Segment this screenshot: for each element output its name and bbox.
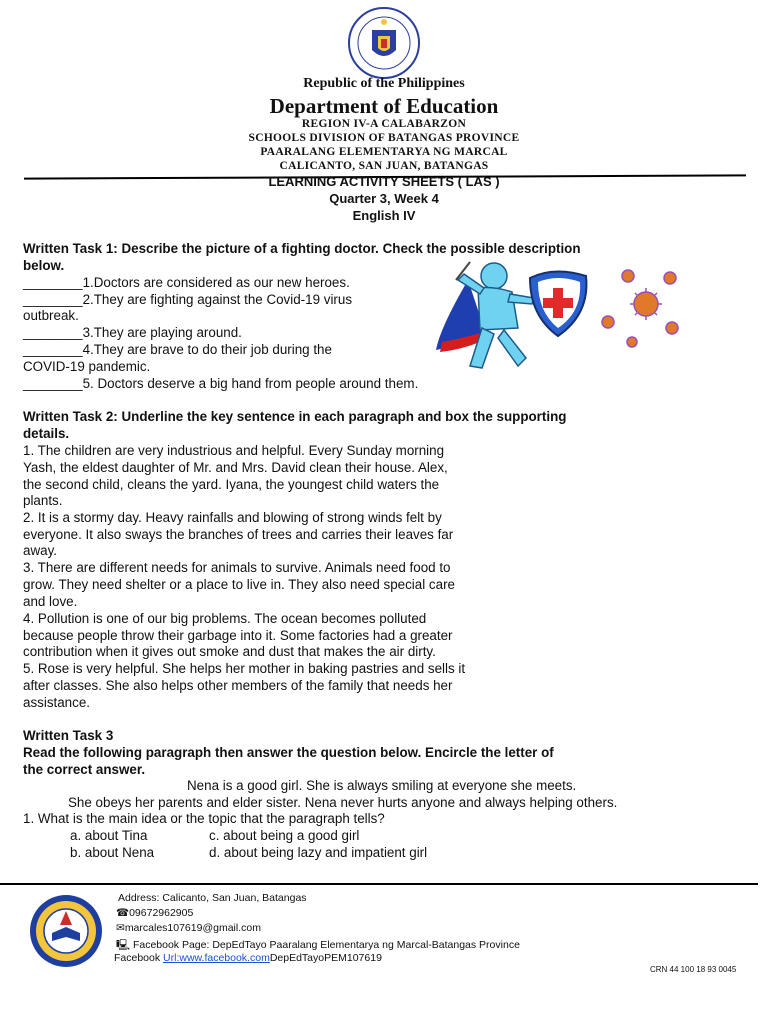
task1-item: ________2.They are fighting against the Covid-19 virus xyxy=(23,292,353,307)
phone-icon: ☎ xyxy=(116,907,130,919)
task1-heading-line2: below. xyxy=(23,258,65,273)
location-line: CALICANTO, SAN JUAN, BATANGAS xyxy=(279,160,489,172)
task2-line: 5. Rose is very helpful. She helps her mother in baking pastries and sells it xyxy=(23,661,466,676)
task2-heading-line1: Written Task 2: Underline the key sentence in each paragraph and box the supporting xyxy=(23,409,567,424)
deped-seal xyxy=(338,6,430,80)
task2-line: 1. The children are very industrious and helpful. Every Sunday morning xyxy=(23,443,445,458)
task1-item: outbreak. xyxy=(23,308,79,323)
choice-a: a. about Tina xyxy=(70,828,148,843)
task3-instruction-line2: the correct answer. xyxy=(23,762,146,777)
las-title: LEARNING ACTIVITY SHEETS ( LAS ) xyxy=(268,174,500,189)
fighting-doctor-illustration xyxy=(434,258,596,374)
task1-item: ________5. Doctors deserve a big hand from people around them. xyxy=(23,376,419,391)
republic-line: Republic of the Philippines xyxy=(303,76,465,91)
task2-line: and love. xyxy=(23,594,78,609)
facebook-label: Facebook xyxy=(114,952,164,964)
task2-line: plants. xyxy=(23,493,63,508)
region-line: REGION IV-A CALABARZON xyxy=(301,118,467,130)
task1-heading-line1: Written Task 1: Describe the picture of a fighting doctor. Check the possible description xyxy=(23,241,581,256)
choice-b: b. about Nena xyxy=(70,845,155,860)
task2-line: contribution when it gives out smoke and dust that makes the air dirty. xyxy=(23,644,436,659)
crn-number: CRN 44 100 18 93 0045 xyxy=(650,965,737,974)
footer-divider xyxy=(0,883,758,885)
facebook-handle: DepEdTayoPEM107619 xyxy=(269,952,382,964)
task2-line: Yash, the eldest daughter of Mr. and Mrs. David clean their house. Alex, xyxy=(23,460,448,475)
choice-d: d. about being lazy and impatient girl xyxy=(209,845,428,860)
task2-line: after classes. She also helps other members of the family that needs her xyxy=(23,678,453,693)
footer-phone-number: 09672962905 xyxy=(129,907,194,919)
task2-line: 2. It is a stormy day. Heavy rainfalls and blowing of strong winds felt by xyxy=(23,510,442,525)
footer-facebook-url-line xyxy=(114,952,382,964)
task1-item: ________1.Doctors are considered as our new heroes. xyxy=(23,275,350,290)
task2-line: assistance. xyxy=(23,695,90,710)
school-line: PAARALANG ELEMENTARYA NG MARCAL xyxy=(260,146,508,158)
task2-line: 3. There are different needs for animals to survive. Animals need food to xyxy=(23,560,451,575)
facebook-url-link[interactable]: Url:www.facebook.com xyxy=(163,952,270,964)
division-line: SCHOOLS DIVISION OF BATANGAS PROVINCE xyxy=(248,132,520,144)
school-logo xyxy=(28,893,104,969)
task1-item: ________4.They are brave to do their job during the xyxy=(23,342,332,357)
footer-email-address: marcales107619@gmail.com xyxy=(124,922,261,934)
footer-facebook-page-text: Facebook Page: DepEdTayo Paaralang Elementarya ng Marcal-Batangas Province xyxy=(132,939,520,951)
virus-illustration xyxy=(598,266,690,350)
task2-heading-line2: details. xyxy=(23,426,70,441)
task3-heading: Written Task 3 xyxy=(23,728,114,743)
task2-line: because people throw their garbage into it. Some factories had a greater xyxy=(23,628,453,643)
subject-title: English IV xyxy=(352,208,416,223)
task3-passage-line1: Nena is a good girl. She is always smiling at everyone she meets. xyxy=(187,778,577,793)
task3-question: 1. What is the main idea or the topic that the paragraph tells? xyxy=(23,811,385,826)
task3-instruction-line1: Read the following paragraph then answer the question below. Encircle the letter of xyxy=(23,745,554,760)
mail-icon: ✉ xyxy=(116,922,125,934)
footer-phone xyxy=(116,907,193,919)
task2-line: 4. Pollution is one of our big problems. The ocean becomes polluted xyxy=(23,611,427,626)
monitor-icon: 🖳 xyxy=(116,939,133,951)
task1-item: ________3.They are playing around. xyxy=(23,325,242,340)
task2-line: away. xyxy=(23,543,57,558)
task2-line: the second child, cleans the yard. Iyana, the youngest child waters the xyxy=(23,477,440,492)
task3-passage-line2: She obeys her parents and elder sister. Nena never hurts anyone and always helping others. xyxy=(68,795,618,810)
choice-c: c. about being a good girl xyxy=(209,828,360,843)
task1-item: COVID-19 pandemic. xyxy=(23,359,151,374)
footer-email xyxy=(116,922,261,934)
department-title: Department of Education xyxy=(269,94,499,118)
quarter-title: Quarter 3, Week 4 xyxy=(329,191,439,206)
task2-line: grow. They need shelter or a place to live in. They also need special care xyxy=(23,577,455,592)
task2-line: everyone. It also sways the branches of trees and carries their leaves far xyxy=(23,527,454,542)
footer-address: Address: Calicanto, San Juan, Batangas xyxy=(118,892,307,904)
